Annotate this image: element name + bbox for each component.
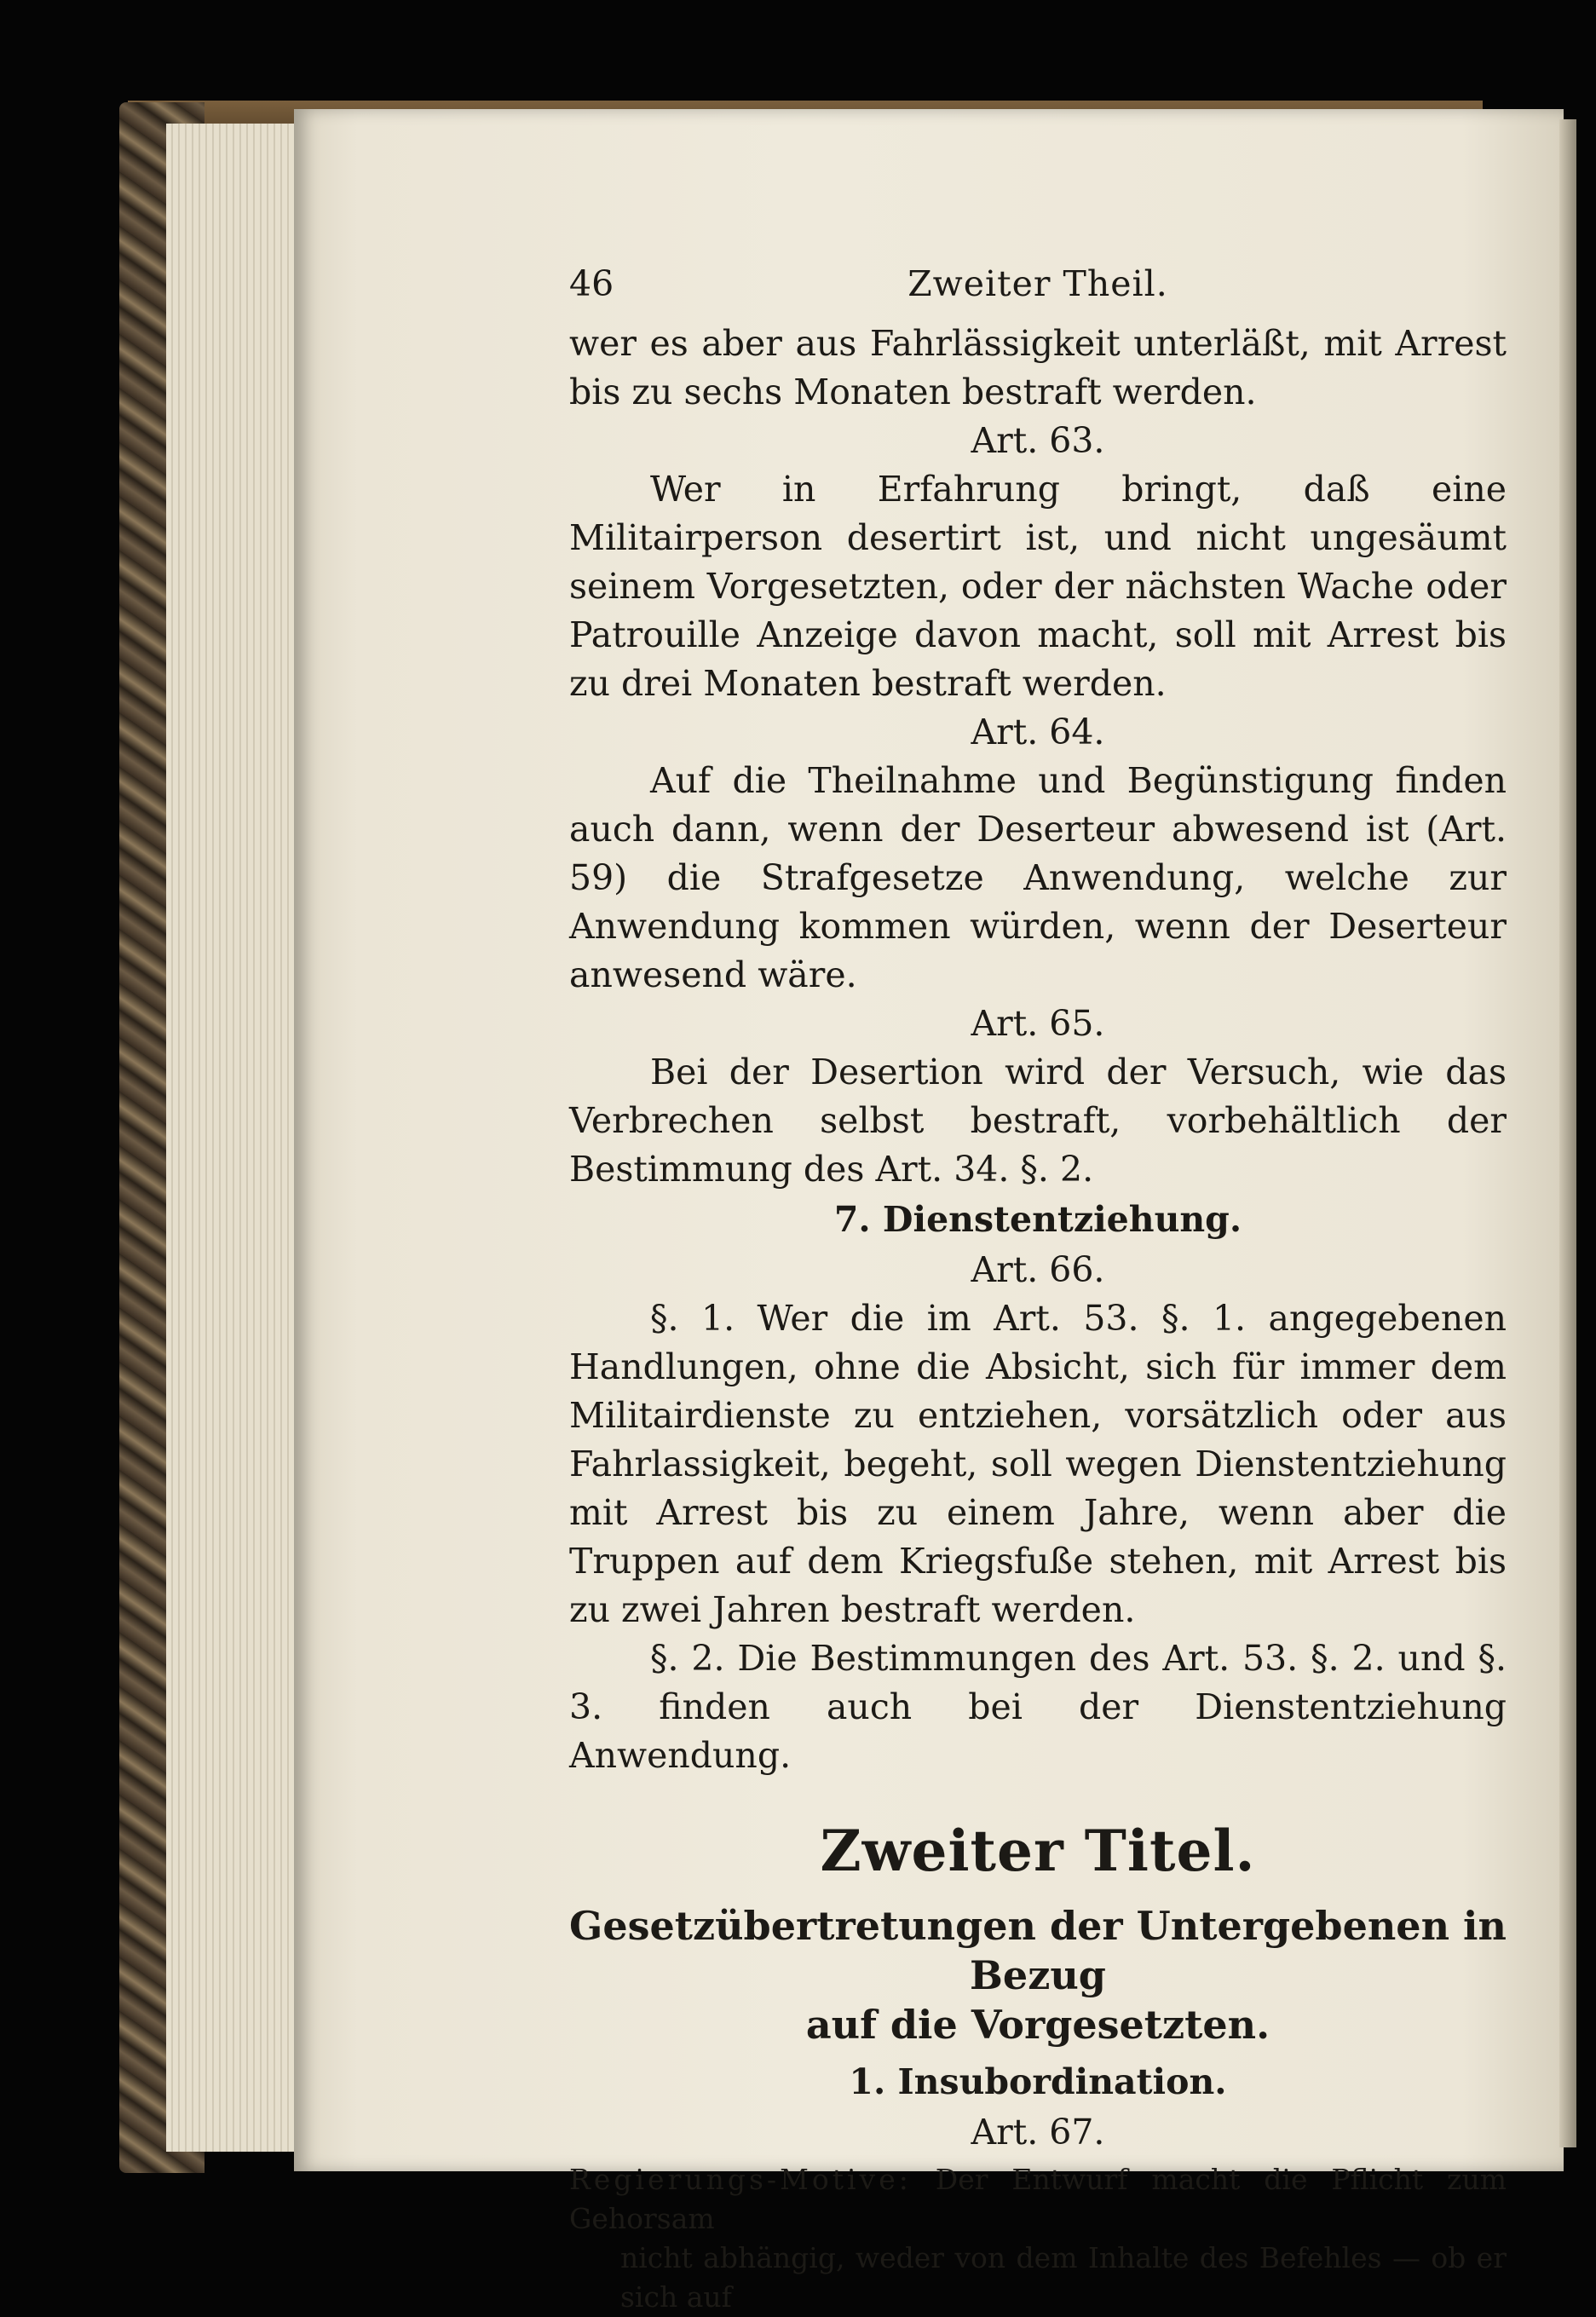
motive-line-2: nicht abhängig, weder von dem Inhalte des Befehles — ob er sich auf bbox=[620, 2241, 1507, 2314]
subtitle-line-1: Gesetzübertretungen der Untergebenen in Bezug bbox=[569, 1903, 1507, 1998]
paragraph-art66-2: §. 2. Die Bestimmungen des Art. 53. §. 2. und §. 3. finden auch bei der Dienstentziehung Anwendung. bbox=[569, 1638, 1507, 1776]
page-header bbox=[569, 260, 1507, 320]
article-heading-66: Art. 66. bbox=[971, 1249, 1105, 1290]
subtitle-line-2: auf die Vorgesetzten. bbox=[805, 2002, 1270, 2048]
page-number: 46 bbox=[569, 263, 614, 304]
paragraph-art66-1: §. 1. Wer die im Art. 53. §. 1. angegebenen Handlungen, ohne die Absicht, sich für immer dem Militairdienste zu entziehen, vorsätzlich oder aus Fahrlassigkeit, begeht, soll wegen Dienstentziehung mit Arrest bis zu einem Jahre, wenn aber die Truppen auf dem Kriegsfuße stehen, mit Arrest bis zu zwei Jahren bestraft werden. bbox=[569, 1298, 1507, 1630]
paragraph-art64: Auf die Theilnahme und Begünstigung finden auch dann, wenn der Deserteur abwesend ist (Art. 59) die Strafgesetze Anwendung, welche zur Anwendung kommen würden, wenn der Deserteur anwesend wäre. bbox=[569, 760, 1507, 995]
article-heading-67: Art. 67. bbox=[971, 2112, 1105, 2153]
page-content bbox=[569, 260, 1507, 2317]
part-subtitle bbox=[569, 1901, 1507, 2049]
article-heading-65: Art. 65. bbox=[971, 1003, 1105, 1044]
motive-line-1: Der Entwurf macht die Pflicht zum Gehorsam bbox=[569, 2163, 1507, 2235]
motive-label: Regierungs-Motive: bbox=[569, 2163, 912, 2196]
section-heading-1: 1. Insubordination. bbox=[849, 2061, 1227, 2102]
page-right-edge bbox=[1559, 119, 1576, 2147]
government-motive-note bbox=[569, 2160, 1507, 2317]
article-heading-63: Art. 63. bbox=[971, 420, 1105, 461]
section-heading-7: 7. Dienstentziehung. bbox=[833, 1199, 1242, 1240]
running-title: Zweiter Theil. bbox=[907, 263, 1168, 304]
paragraph-art65: Bei der Desertion wird der Versuch, wie das Verbrechen selbst bestraft, vorbehältlich der Bestimmung des Art. 34. §. 2. bbox=[569, 1052, 1507, 1190]
part-title: Zweiter Titel. bbox=[820, 1818, 1256, 1884]
paragraph-art63: Wer in Erfahrung bringt, daß eine Militairperson desertirt ist, und nicht ungesäumt seinem Vorgesetzten, oder der nächsten Wache oder Patrouille Anzeige davon macht, soll mit Arrest bis zu drei Monaten bestraft werden. bbox=[569, 469, 1507, 704]
article-heading-64: Art. 64. bbox=[971, 712, 1105, 752]
paragraph-intro: wer es aber aus Fahrlässigkeit unterläßt, mit Arrest bis zu sechs Monaten bestraft werden. bbox=[569, 323, 1507, 412]
